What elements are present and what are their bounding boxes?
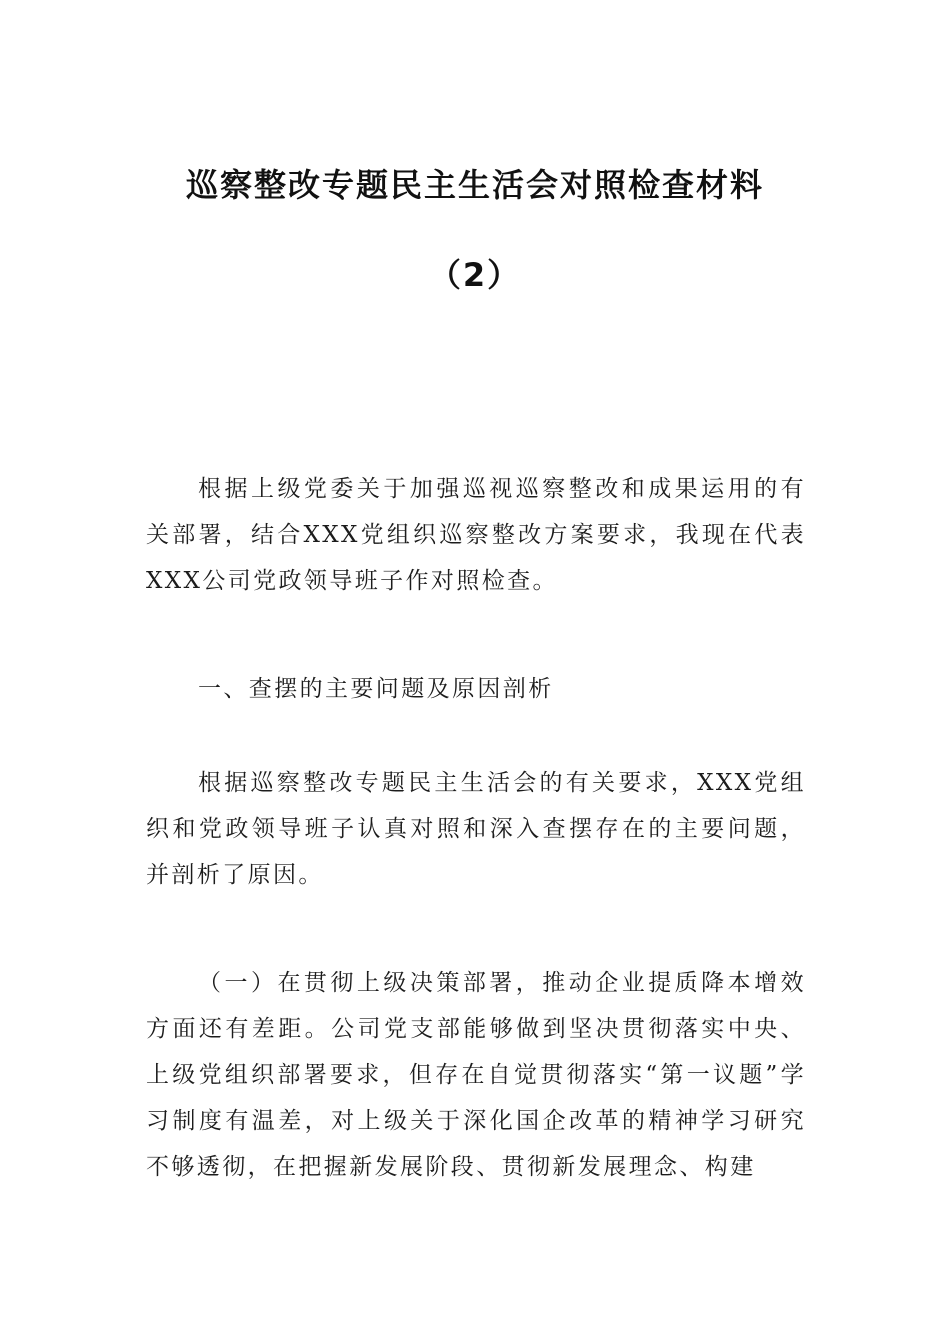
subsection-paragraph-1: （一）在贯彻上级决策部署，推动企业提质降本增效方面还有差距。公司党支部能够做到坚决贯彻落实中央、上级党组织部署要求，但存在自觉贯彻落实“第一议题”学习制度有温差，对上级关于深化国企改革的精神学习研究不够透彻，在把握新发展阶段、贯彻新发展理念、构建 xyxy=(146,970,806,1180)
document-title: 巡察整改专题民主生活会对照检查材料 xyxy=(185,166,764,204)
section-paragraph: 根据巡察整改专题民主生活会的有关要求，XXX党组织和党政领导班子认真对照和深入查摆存在的主要问题，并剖析了原因。 xyxy=(146,770,806,888)
intro-paragraph: 根据上级党委关于加强巡视巡察整改和成果运用的有关部署，结合XXX党组织巡察整改方案要求，我现在代表XXX公司党政领导班子作对照检查。 xyxy=(146,476,806,594)
document-subtitle: （2） xyxy=(428,256,522,294)
section-heading-1: 一、查摆的主要问题及原因剖析 xyxy=(198,676,554,702)
